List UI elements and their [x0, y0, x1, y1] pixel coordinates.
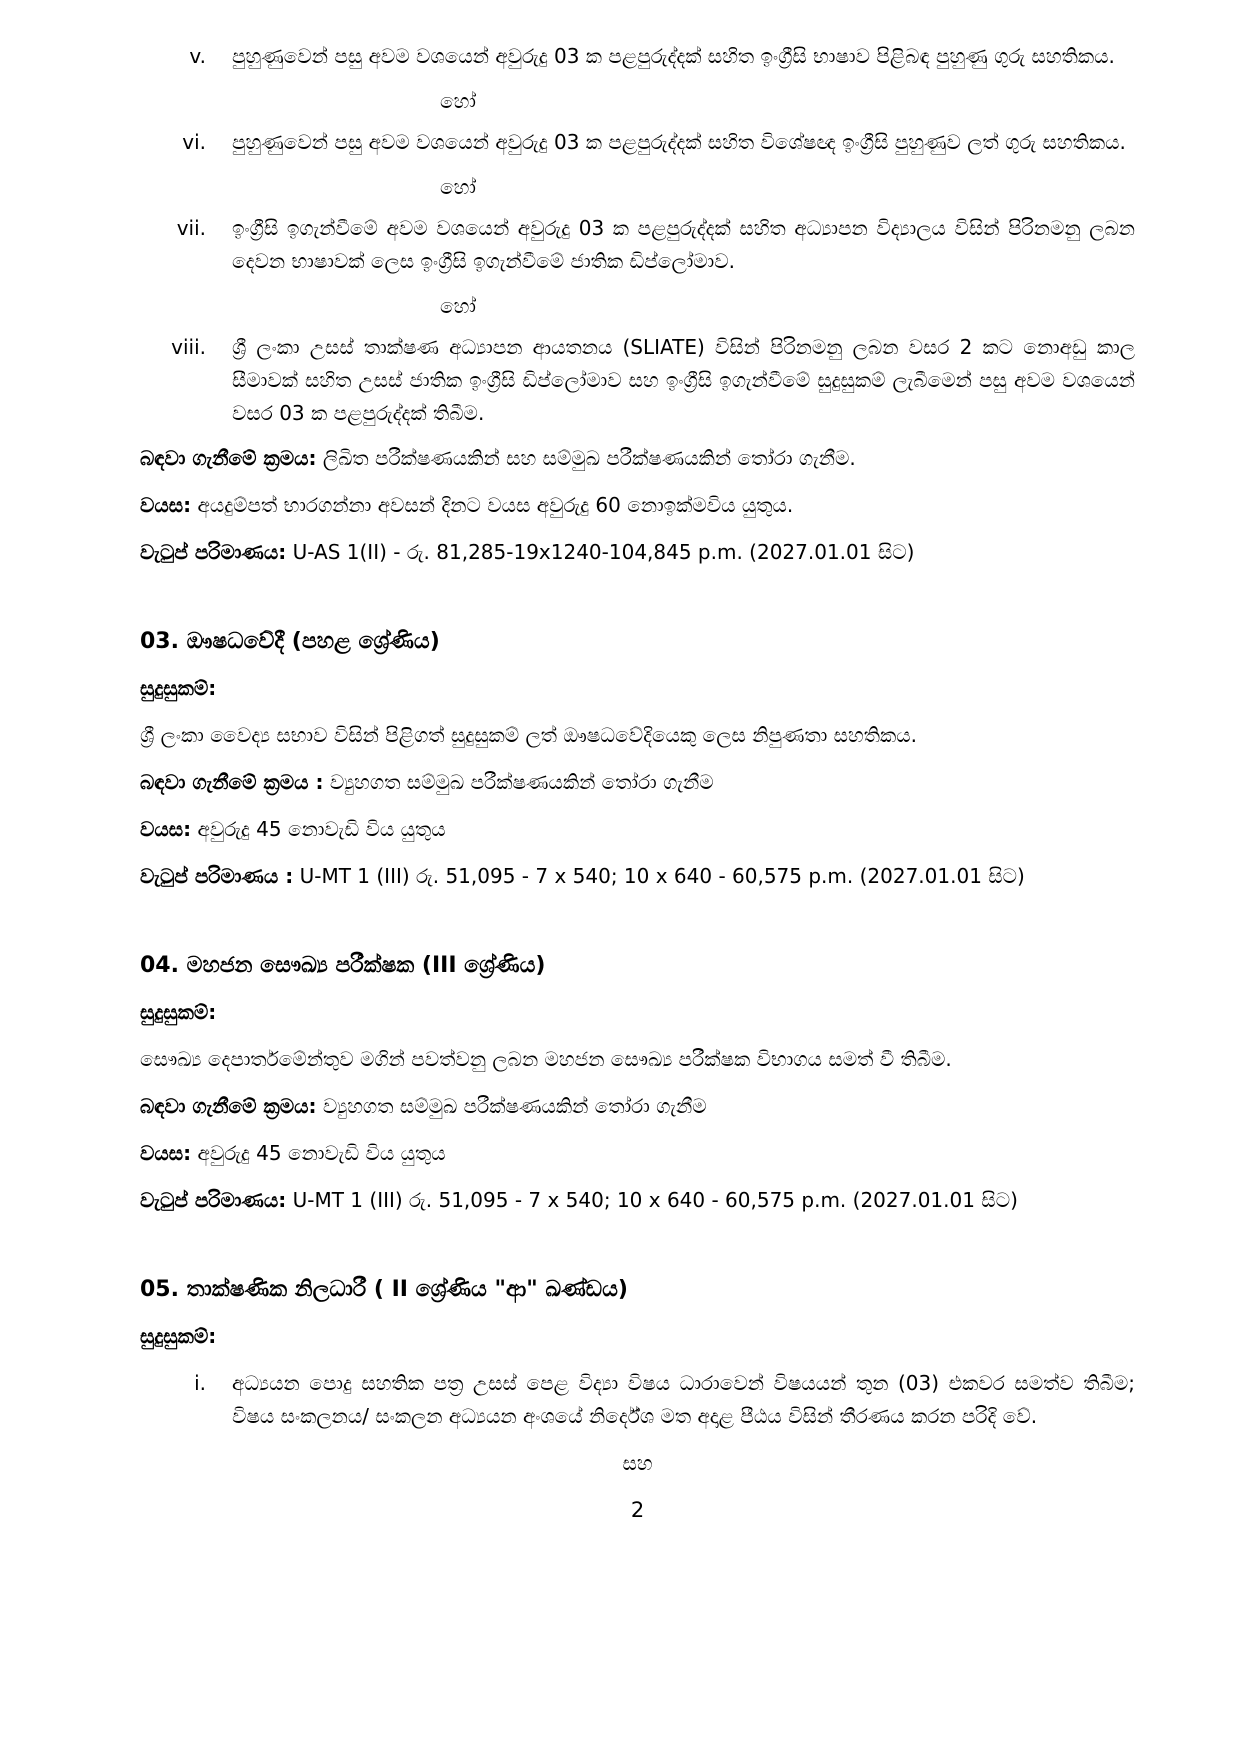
item-text: අධ්‍යයන පොදු සහතික පත්‍ර උසස් පෙළ විද්‍යා විෂය ධාරාවෙන් විෂයයන් තුන (03) එකවර සමත්ව තිබීම; විෂය සංකලනය/ සංකලන අධ්‍යයන අංශයේ නිර්දේශ මත අදාළ පීඨය විසින් තීරණය කරන පරිදි වේ. [232, 1371, 1135, 1428]
recruitment-method-line [140, 1090, 1135, 1123]
age-value: අවුරුදු 45 නොවැඩි විය යුතුය [197, 1141, 446, 1165]
post-03-title: 03. ඖෂධවේදී (පහළ ශ්‍රේණිය) [140, 629, 440, 654]
post-05-section [140, 1273, 1135, 1480]
post-05-item-i [140, 1367, 1135, 1433]
recruitment-method-value: ව්‍යුහගත සම්මුඛ පරීක්ෂණයකින් තෝරා ගැනීම [329, 770, 714, 794]
age-label: වයස: [140, 1141, 192, 1165]
page-number: 2 [630, 1498, 645, 1522]
salary-scale-label: වැටුප් පරිමාණය: [140, 540, 287, 564]
item-marker: vii. [176, 216, 206, 240]
salary-scale-value: U-MT 1 (III) රු. 51,095 - 7 x 540; 10 x 640 - 60,575 p.m. (2027.01.01 සිට) [292, 1188, 1018, 1212]
recruitment-method-value: ලිඛිත පරීක්ෂණයකින් සහ සම්මුඛ පරීක්ෂණයකින් තෝරා ගැනීම. [322, 446, 856, 470]
recruitment-method-line [140, 766, 1135, 799]
post-05-title: 05. තාක්ෂණික නිලධාරී ( II ශ්‍රේණිය "ආ" ඛණ්ඩය) [140, 1277, 628, 1302]
salary-scale-value: U-AS 1(II) - රු. 81,285-19x1240-104,845 p.m. (2027.01.01 සිට) [292, 540, 915, 564]
qualification-text: ශ්‍රී ලංකා වෛද්‍ය සභාව විසින් පිළිගත් සුදුසුකම් ලත් ඖෂධවේදියෙකු ලෙස නිපුණතා සහතිකය. [140, 723, 917, 747]
item-text: පුහුණුවෙන් පසු අවම වශයෙන් අවුරුදු 03 ක පළපුරුද්දක් සහිත විශේෂඥ ඉංග්‍රීසි පුහුණුව ලත් ගුරු සහතිකය. [232, 130, 1126, 154]
age-line [140, 1137, 1135, 1170]
age-line [140, 813, 1135, 846]
recruitment-method-line [140, 442, 1135, 475]
salary-line [140, 1184, 1135, 1217]
item-marker: v. [189, 44, 206, 68]
recruitment-method-label: බඳවා ගැනීමේ ක්‍රමය : [140, 770, 324, 794]
age-value: අයදුම්පත් භාරගන්නා අවසන් දිනට වයස අවුරුදු 60 නොඉක්මවිය යුතුය. [197, 493, 794, 517]
item-marker: vi. [182, 130, 206, 154]
post-04-title: 04. මහජන සෞඛ්‍ය පරීක්ෂක (III ශ්‍රේණිය) [140, 953, 546, 978]
item-marker: viii. [171, 335, 206, 359]
qualifications-heading: සුදුසුකම්: [140, 1000, 217, 1024]
qualifications-heading: සුදුසුකම්: [140, 1324, 217, 1348]
qualification-item-vi [140, 126, 1135, 159]
salary-scale-label: වැටුප් පරිමාණය : [140, 864, 294, 888]
or-separator: හෝ [440, 294, 476, 318]
qualification-item-v [140, 40, 1135, 73]
salary-line [140, 860, 1135, 893]
post-03-section [140, 625, 1135, 893]
or-separator: හෝ [440, 89, 476, 113]
age-value: අවුරුදු 45 නොවැඩි විය යුතුය [197, 817, 446, 841]
age-label: වයස: [140, 493, 192, 517]
qualification-text: සෞඛ්‍ය දෙපාර්තමේන්තුව මගින් පවත්වනු ලබන මහජන සෞඛ්‍ය පරීක්ෂක විභාගය සමත් වී තිබීම. [140, 1047, 952, 1071]
item-marker: i. [194, 1371, 206, 1395]
age-line [140, 489, 1135, 522]
qualification-item-viii [140, 331, 1135, 430]
or-separator: හෝ [440, 175, 476, 199]
recruitment-method-label: බඳවා ගැනීමේ ක්‍රමය: [140, 446, 317, 470]
post-02-details [140, 442, 1135, 569]
item-text: ශ්‍රී ලංකා උසස් තාක්ෂණ අධ්‍යාපන ආයතනය (SLIATE) විසින් පිරිනමනු ලබන වසර 2 කට නොඅඩු කාල සීමාවක් සහිත උසස් ජාතික ඉංග්‍රීසි ඩිප්ලෝමාව සහ ඉංග්‍රීසි ඉගැන්වීමේ සුදුසුකම් ලැබීමෙන් පසු අවම වශයෙන් වසර 03 ක පළපුරුද්දක් තිබීම. [232, 335, 1135, 425]
salary-scale-label: වැටුප් පරිමාණය: [140, 1188, 287, 1212]
recruitment-method-label: බඳවා ගැනීමේ ක්‍රමය: [140, 1094, 317, 1118]
item-text: පුහුණුවෙන් පසු අවම වශයෙන් අවුරුදු 03 ක පළපුරුද්දක් සහිත ඉංග්‍රීසි භාෂාව පිළිබඳ පුහුණු ගුරු සහතිකය. [232, 44, 1115, 68]
age-label: වයස: [140, 817, 192, 841]
recruitment-method-value: ව්‍යුහගත සම්මුඛ පරීක්ෂණයකින් තෝරා ගැනීම [322, 1094, 707, 1118]
and-connector: සහ [622, 1451, 653, 1475]
qualification-item-vii [140, 212, 1135, 278]
salary-line [140, 536, 1135, 569]
qualifications-heading: සුදුසුකම්: [140, 676, 217, 700]
salary-scale-value: U-MT 1 (III) රු. 51,095 - 7 x 540; 10 x 640 - 60,575 p.m. (2027.01.01 සිට) [299, 864, 1025, 888]
post-04-section [140, 949, 1135, 1217]
qualification-list [140, 40, 1135, 430]
item-text: ඉංග්‍රීසි ඉගැන්වීමේ අවම වශයෙන් අවුරුදු 03 ක පළපුරුද්දක් සහිත අධ්‍යාපන විද්‍යාලය විසින් පිරිනමනු ලබන දෙවන භාෂාවක් ලෙස ඉංග්‍රීසි ඉගැන්වීමේ ජාතික ඩිප්ලෝමාව. [232, 216, 1135, 273]
